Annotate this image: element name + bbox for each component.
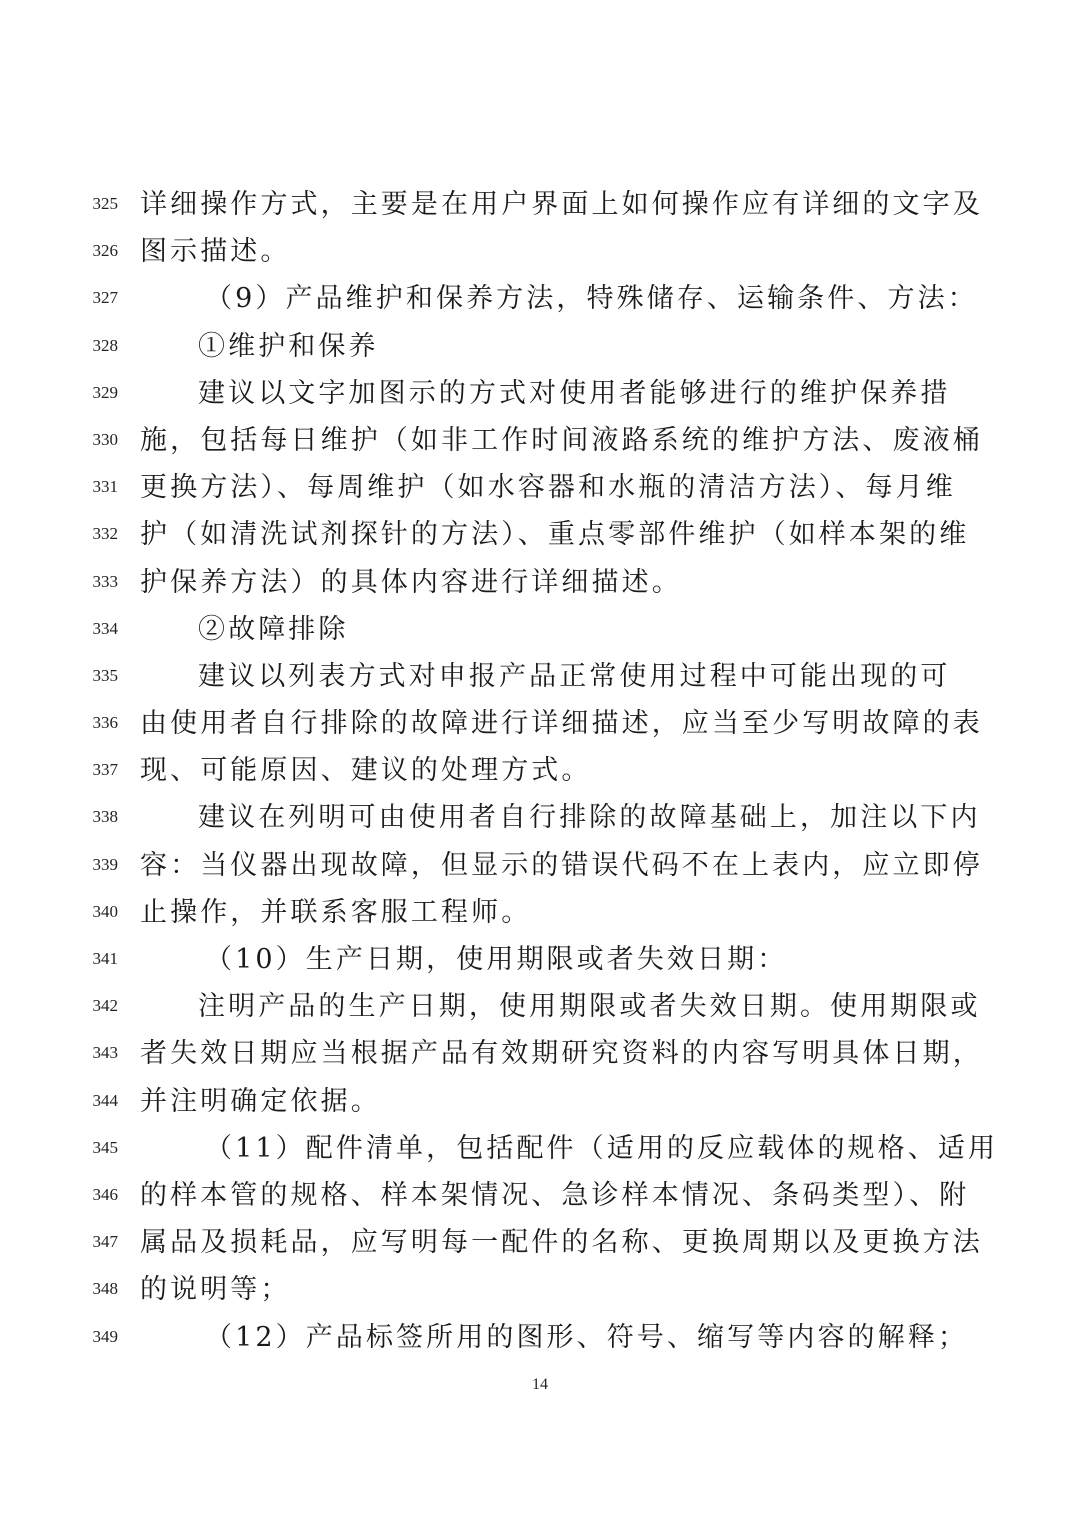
text-line: [0, 510, 1080, 557]
text-line: [0, 1029, 1080, 1076]
line-number: 343: [92, 1043, 118, 1063]
text-line: [0, 605, 1080, 652]
text-line: [0, 274, 1080, 321]
text-line: [0, 982, 1080, 1029]
line-number: 345: [92, 1137, 118, 1157]
text-line: [0, 322, 1080, 369]
line-text: （11）配件清单，包括配件（适用的反应载体的规格、适用: [205, 1132, 999, 1164]
line-number: 342: [92, 996, 118, 1016]
text-line: [0, 793, 1080, 840]
text-line: [0, 1265, 1080, 1312]
line-text: 更换方法）、每周维护（如水容器和水瓶的清洁方法）、每月维: [140, 472, 956, 504]
line-number: 337: [92, 760, 118, 780]
line-text: （10）生产日期，使用期限或者失效日期：: [205, 944, 788, 975]
line-number: 348: [92, 1279, 118, 1299]
line-text: 建议以列表方式对申报产品正常使用过程中可能出现的可: [198, 660, 951, 692]
line-number: 338: [92, 807, 118, 827]
line-number: 326: [92, 241, 118, 261]
line-number: 327: [92, 288, 118, 308]
line-number: 328: [92, 335, 118, 355]
line-number: 329: [92, 382, 118, 402]
text-line: [0, 1313, 1080, 1360]
line-text: 施，包括每日维护（如非工作时间液路系统的维护方法、废液桶: [140, 424, 983, 456]
line-number: 330: [92, 429, 118, 449]
text-line: [0, 1077, 1080, 1124]
text-line: [0, 1124, 1080, 1171]
text-line: [0, 463, 1080, 510]
line-text: 容：当仪器出现故障，但显示的错误代码不在上表内，应立即停: [140, 849, 983, 881]
line-number: 340: [92, 901, 118, 921]
line-text: 并注明确定依据。: [140, 1085, 381, 1117]
line-text: （9）产品维护和保养方法，特殊储存、运输条件、方法：: [205, 283, 978, 315]
line-number: 334: [92, 618, 118, 638]
line-text: 由使用者自行排除的故障进行详细描述，应当至少写明故障的表: [140, 708, 983, 740]
line-text: ①维护和保养: [198, 330, 379, 362]
text-line: [0, 416, 1080, 463]
line-number: 349: [92, 1326, 118, 1346]
line-text: 护（如清洗试剂探针的方法）、重点零部件维护（如样本架的维: [140, 519, 970, 551]
line-text: 的样本管的规格、样本架情况、急诊样本情况、条码类型）、附: [140, 1179, 970, 1211]
line-text: 建议以文字加图示的方式对使用者能够进行的维护保养措: [198, 377, 951, 409]
line-text: 建议在列明可由使用者自行排除的故障基础上，加注以下内: [198, 802, 981, 834]
text-line: [0, 180, 1080, 227]
line-text: 属品及损耗品，应写明每一配件的名称、更换周期以及更换方法: [140, 1227, 983, 1259]
line-number: 332: [92, 524, 118, 544]
text-line: [0, 227, 1080, 274]
line-text: 注明产品的生产日期，使用期限或者失效日期。使用期限或: [198, 991, 981, 1023]
line-text: 护保养方法）的具体内容进行详细描述。: [140, 566, 682, 598]
text-line: [0, 888, 1080, 935]
line-number: 331: [92, 477, 118, 497]
text-line: [0, 652, 1080, 699]
text-line: [0, 699, 1080, 746]
text-line: [0, 746, 1080, 793]
text-line: [0, 1218, 1080, 1265]
text-line: [0, 841, 1080, 888]
line-text: 的说明等；: [140, 1274, 291, 1306]
line-number: 336: [92, 713, 118, 733]
text-line: [0, 1171, 1080, 1218]
text-line: [0, 935, 1080, 982]
line-number: 335: [92, 665, 118, 685]
line-number: 325: [92, 194, 118, 213]
line-text: 图示描述。: [140, 236, 291, 268]
line-text: 者失效日期应当根据产品有效期研究资料的内容写明具体日期，: [140, 1038, 983, 1070]
line-text: ②故障排除: [198, 613, 349, 645]
line-number: 333: [92, 571, 118, 591]
text-line: [0, 369, 1080, 416]
line-number: 339: [92, 854, 118, 874]
line-number: 347: [92, 1232, 118, 1252]
line-text: 止操作，并联系客服工程师。: [140, 896, 532, 928]
line-number: 346: [92, 1184, 118, 1204]
document-body: [0, 180, 1080, 1360]
line-text: （12）产品标签所用的图形、符号、缩写等内容的解释；: [205, 1321, 968, 1353]
page-number: 14: [532, 1376, 548, 1393]
line-number: 344: [92, 1090, 118, 1110]
line-text: 详细操作方式，主要是在用户界面上如何操作应有详细的文字及: [140, 189, 983, 220]
text-line: [0, 558, 1080, 605]
line-text: 现、可能原因、建议的处理方式。: [140, 755, 592, 787]
line-number: 341: [92, 949, 118, 968]
